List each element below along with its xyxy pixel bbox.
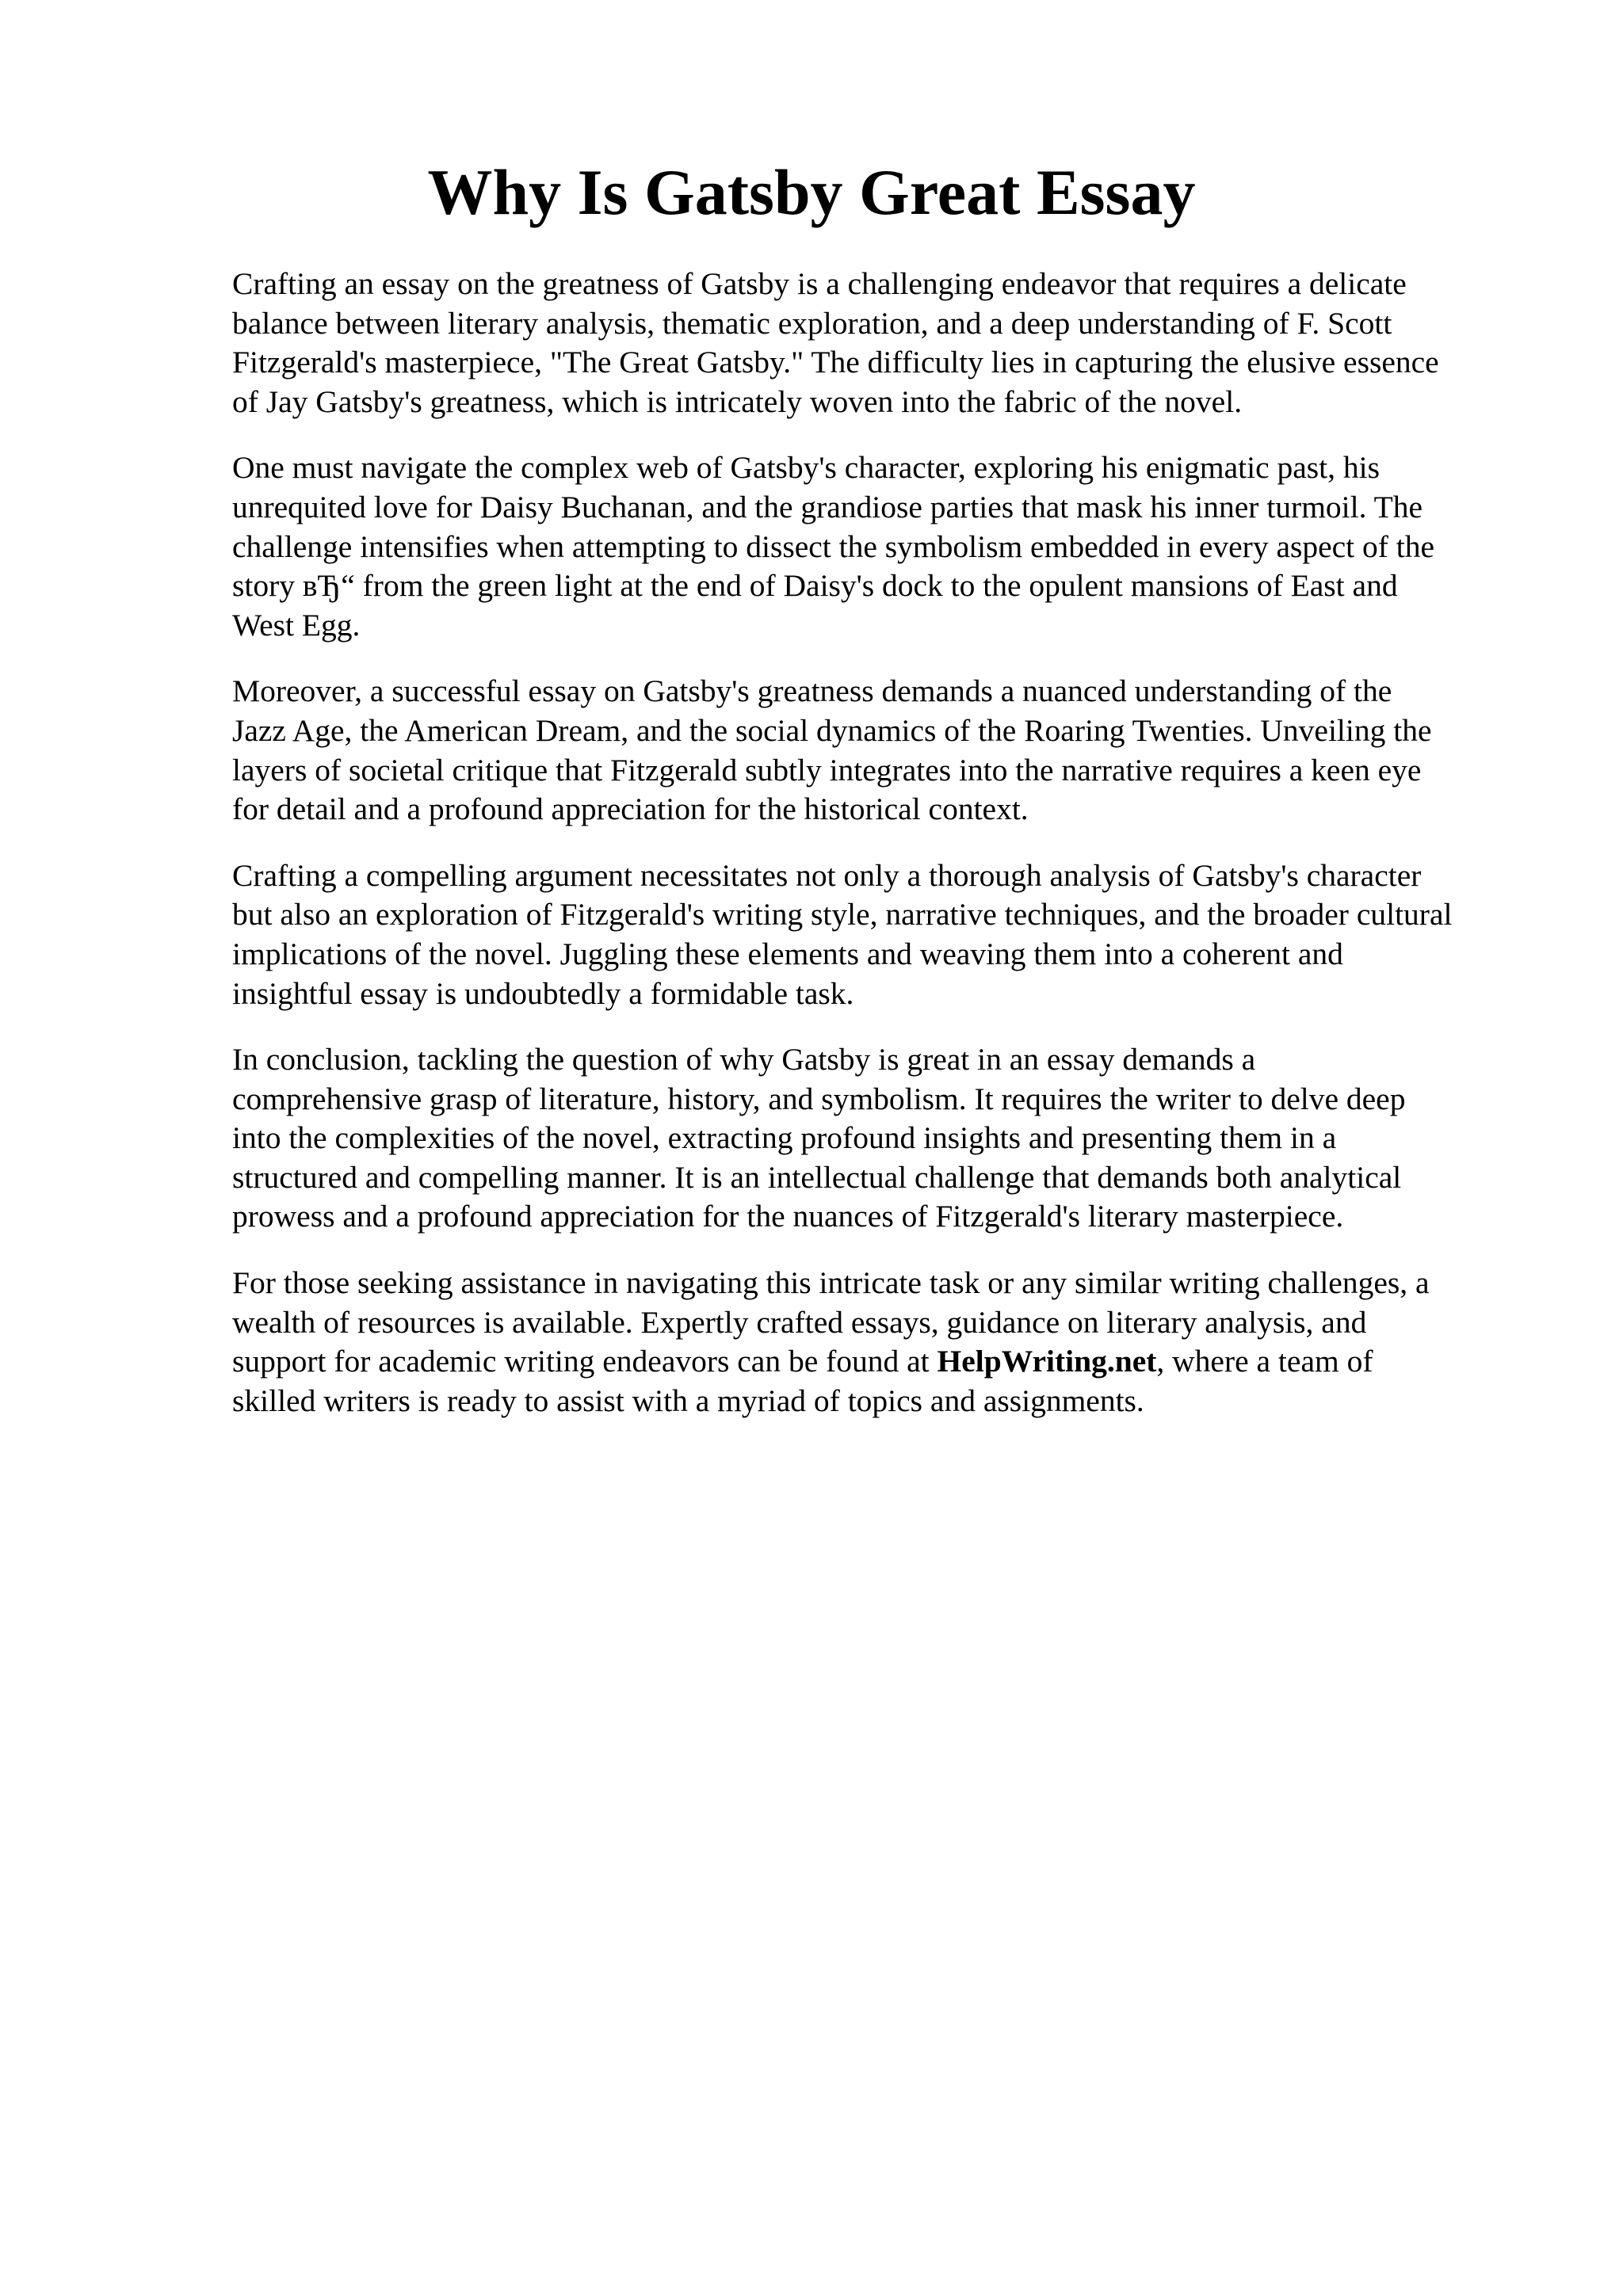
- paragraph-line: Jazz Age, the American Dream, and the social dynamics of the Roaring Twenties. Unveiling the: [232, 712, 1432, 748]
- paragraph-3: [232, 672, 1532, 829]
- paragraph-line: In conclusion, tackling the question of why Gatsby is great in an essay demands a: [232, 1042, 1256, 1077]
- closing-text-before-link: support for academic writing endeavors can be found at: [232, 1344, 938, 1379]
- paragraph-line: of Jay Gatsby's greatness, which is intricately woven into the fabric of the novel.: [232, 383, 1243, 419]
- paragraph-line: skilled writers is ready to assist with a myriad of topics and assignments.: [232, 1383, 1144, 1418]
- paragraph-line: comprehensive grasp of literature, history, and symbolism. It requires the writer to delve deep: [232, 1081, 1406, 1116]
- paragraph-4: [232, 856, 1532, 1013]
- document-body: [232, 265, 1532, 1447]
- closing-text-after-link: , where a team of: [1156, 1344, 1373, 1379]
- paragraph-closing: [232, 1264, 1532, 1421]
- document-title: Why Is Gatsby Great Essay: [427, 156, 1196, 228]
- paragraph-line: challenge intensifies when attempting to dissect the symbolism embedded in every aspect of the: [232, 528, 1435, 564]
- paragraph-line: unrequited love for Daisy Buchanan, and the grandiose parties that mask his inner turmoil. The: [232, 489, 1423, 524]
- paragraph-line: Crafting an essay on the greatness of Gatsby is a challenging endeavor that requires a delicate: [232, 266, 1407, 301]
- paragraph-line: but also an exploration of Fitzgerald's writing style, narrative techniques, and the broader cultural: [232, 897, 1453, 933]
- paragraph-line: story вЂ“ from the green light at the end of Daisy's dock to the opulent mansions of East and: [232, 568, 1398, 604]
- paragraph-line: wealth of resources is available. Expertly crafted essays, guidance on literary analysis, and: [232, 1304, 1367, 1340]
- paragraph-line: prowess and a profound appreciation for the nuances of Fitzgerald's literary masterpiece.: [232, 1199, 1344, 1234]
- paragraph-line: into the complexities of the novel, extracting profound insights and presenting them in a: [232, 1120, 1337, 1156]
- paragraph-line: West Egg.: [232, 607, 361, 643]
- paragraph-line: insightful essay is undoubtedly a formidable task.: [232, 975, 854, 1011]
- paragraph-line: For those seeking assistance in navigating this intricate task or any similar writing challenges, a: [232, 1265, 1430, 1301]
- paragraph-5: [232, 1040, 1532, 1237]
- paragraph-line: Fitzgerald's masterpiece, "The Great Gatsby." The difficulty lies in capturing the elusive essence: [232, 345, 1439, 380]
- paragraph-line: structured and compelling manner. It is an intellectual challenge that demands both analytical: [232, 1159, 1402, 1195]
- paragraph-line-with-link: [232, 1342, 1532, 1382]
- paragraph-line: Crafting a compelling argument necessitates not only a thorough analysis of Gatsby's character: [232, 857, 1422, 893]
- paragraph-line: One must navigate the complex web of Gatsby's character, exploring his enigmatic past, his: [232, 450, 1380, 486]
- paragraph-line: Moreover, a successful essay on Gatsby's greatness demands a nuanced understanding of the: [232, 673, 1392, 709]
- paragraph-1: [232, 265, 1532, 421]
- paragraph-2: [232, 448, 1532, 645]
- helpwriting-link[interactable]: HelpWriting.net: [937, 1344, 1157, 1379]
- paragraph-line: layers of societal critique that Fitzgerald subtly integrates into the narrative requires a keen eye: [232, 752, 1422, 788]
- paragraph-line: balance between literary analysis, thematic exploration, and a deep understanding of F. Scott: [232, 305, 1392, 341]
- paragraph-line: implications of the novel. Juggling these elements and weaving them into a coherent and: [232, 936, 1343, 971]
- paragraph-line: for detail and a profound appreciation for the historical context.: [232, 791, 1029, 827]
